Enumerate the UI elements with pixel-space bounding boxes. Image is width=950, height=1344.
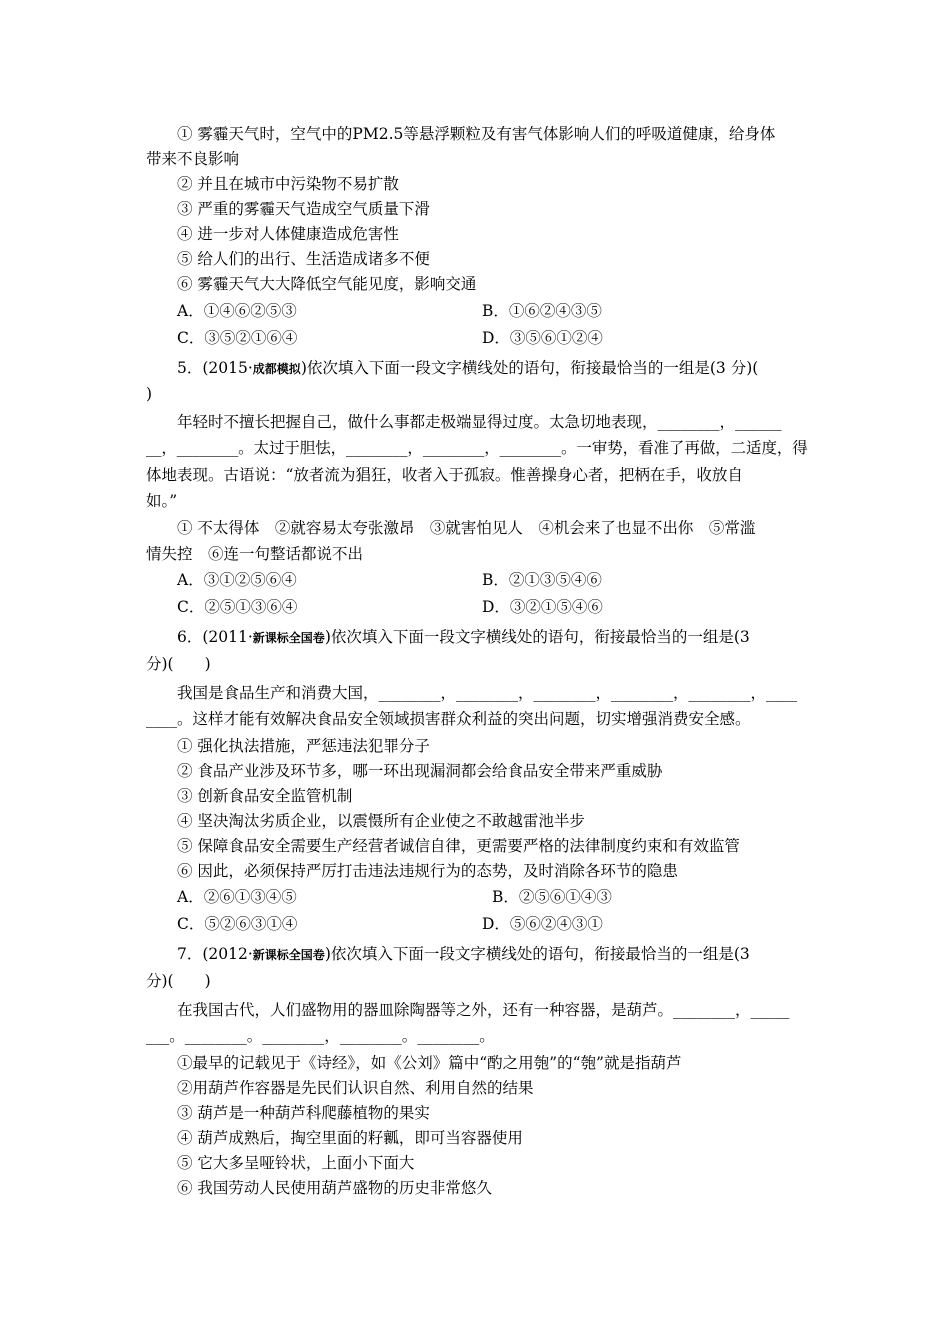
q4-option-a: A．①④⑥②⑤③ <box>177 302 297 320</box>
q7-item-3: ③ 葫芦是一种葫芦科爬藤植物的果实 <box>177 1104 430 1122</box>
q7-item-5: ⑤ 它大多呈哑铃状，上面小下面大 <box>177 1154 415 1172</box>
q7-item-1: ①最早的记载见于《诗经》，如《公刘》篇中“酌之用匏”的“匏”就是指葫芦 <box>177 1054 682 1072</box>
q6-source: 新课标全国卷 <box>252 631 325 645</box>
q6-stem-end: 分)( ) <box>146 655 211 673</box>
q6-item-3: ③ 创新食品安全监管机制 <box>177 787 353 805</box>
q5-stem-end: ) <box>146 385 153 403</box>
q4-item-2: ② 并且在城市中污染物不易扩散 <box>177 175 399 193</box>
q4-option-c: C．③⑤②①⑥④ <box>177 329 298 347</box>
q7-passage-1: 在我国古代，人们盛物用的器皿除陶器等之外，还有一种容器，是葫芦。________，_____ <box>177 1001 790 1019</box>
q5-option-d: D．③②①⑤④⑥ <box>482 598 603 616</box>
q4-item-1-cont: 带来不良影响 <box>146 150 240 168</box>
q6-item-1: ① 强化执法措施，严惩违法犯罪分子 <box>177 737 430 755</box>
q4-item-6: ⑥ 雾霾天气大大降低空气能见度，影响交通 <box>177 275 477 293</box>
q5-passage-3: 体地表现。古语说：“放者流为猖狂，收者入于孤寂。惟善操身心者，把柄在手，收放自 <box>146 466 743 484</box>
q5-items-1: ① 不太得体 ②就容易太夸张激昂 ③就害怕见人 ④机会来了也显不出你 ⑤常滥 <box>177 519 756 537</box>
q7-stem-text: )依次填入下面一段文字横线处的语句，衔接最恰当的一组是(3 <box>324 945 750 963</box>
q5-option-b: B．②①③⑤④⑥ <box>482 571 602 589</box>
q6-stem-text: )依次填入下面一段文字横线处的语句，衔接最恰当的一组是(3 <box>324 628 750 646</box>
q5-option-c: C．②⑤①③⑥④ <box>177 598 298 616</box>
q6-option-c: C．⑤②⑥③①④ <box>177 915 298 933</box>
q4-option-d: D．③⑤⑥①②④ <box>482 329 603 347</box>
q4-item-5: ⑤ 给人们的出行、生活造成诸多不便 <box>177 250 430 268</box>
q4-item-4: ④ 进一步对人体健康造成危害性 <box>177 225 399 243</box>
q6-option-d: D．⑤⑥②④③① <box>482 915 603 933</box>
q6-passage-2: ____。这样才能有效解决食品安全领域损害群众利益的突出问题，切实增强消费安全感。 <box>146 710 751 728</box>
q4-item-1: ① 雾霾天气时，空气中的PM2.5等悬浮颗粒及有害气体影响人们的呼吸道健康，给身体 <box>177 125 776 143</box>
q5-number: 5．(2015· <box>177 359 253 377</box>
q7-stem <box>177 942 808 967</box>
q7-passage-2: ___。________。________，________。________。 <box>146 1027 495 1045</box>
q5-passage-2: __，________。太过于胆怯，________，________，________。一审势，看准了再做，二适度，得 <box>146 439 808 457</box>
q7-item-6: ⑥ 我国劳动人民使用葫芦盛物的历史非常悠久 <box>177 1179 492 1197</box>
q6-item-5: ⑤ 保障食品安全需要生产经营者诚信自律，更需要严格的法律制度约束和有效监管 <box>177 837 740 855</box>
q5-source: 成都模拟 <box>252 362 301 376</box>
q6-option-a: A．②⑥①③④⑤ <box>177 888 297 906</box>
q6-item-2: ② 食品产业涉及环节多，哪一环出现漏洞都会给食品安全带来严重威胁 <box>177 762 663 780</box>
q7-stem-end: 分)( ) <box>146 972 211 990</box>
q7-item-4: ④ 葫芦成熟后，掏空里面的籽瓤，即可当容器使用 <box>177 1129 523 1147</box>
q5-passage-4: 如。” <box>146 492 178 510</box>
q6-item-6: ⑥ 因此，必须保持严厉打击违法违规行为的态势，及时消除各环节的隐患 <box>177 862 678 880</box>
q7-number: 7．(2012· <box>177 945 253 963</box>
q6-number: 6．(2011· <box>177 628 253 646</box>
q6-item-4: ④ 坚决淘汰劣质企业，以震慑所有企业使之不敢越雷池半步 <box>177 812 585 830</box>
q6-passage-1: 我国是食品生产和消费大国，________，________，________，________，________，____ <box>177 684 798 702</box>
q5-items-2: 情失控 ⑥连一句整话都说不出 <box>146 545 364 563</box>
q4-option-b: B．①⑥②④③⑤ <box>482 302 602 320</box>
q5-stem-text: )依次填入下面一段文字横线处的语句，衔接最恰当的一组是(3 分)( <box>300 359 759 377</box>
q5-stem <box>177 356 808 381</box>
q7-source: 新课标全国卷 <box>252 948 325 962</box>
q5-passage-1: 年轻时不擅长把握自己，做什么事都走极端显得过度。太急切地表现，________，______ <box>177 413 782 431</box>
q5-option-a: A．③①②⑤⑥④ <box>177 571 297 589</box>
q6-option-b: B．②⑤⑥①④③ <box>492 888 612 906</box>
q4-item-3: ③ 严重的雾霾天气造成空气质量下滑 <box>177 200 430 218</box>
q7-item-2: ②用葫芦作容器是先民们认识自然、利用自然的结果 <box>177 1079 534 1097</box>
q6-stem <box>177 625 808 650</box>
